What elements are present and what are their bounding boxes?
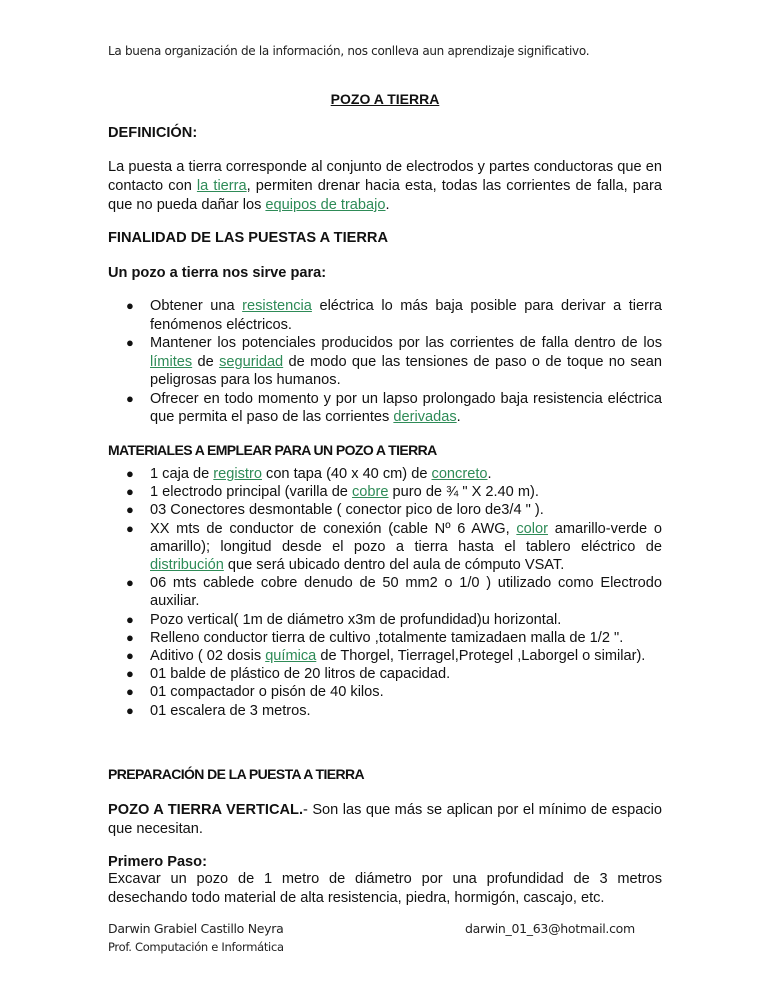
bullet-icon: ● bbox=[126, 298, 134, 313]
link-seguridad[interactable]: seguridad bbox=[219, 353, 284, 370]
bullet-icon: ● bbox=[126, 648, 134, 664]
bullet-icon: ● bbox=[126, 629, 134, 645]
list-item: ● 1 caja de registro con tapa (40 x 40 cm) de concreto. bbox=[126, 466, 492, 482]
purposes-list bbox=[108, 297, 662, 427]
bullet-icon: ● bbox=[126, 684, 134, 700]
list-item: ● Pozo vertical( 1m de diámetro x3m de profundidad)u horizontal. bbox=[126, 611, 562, 628]
bullet-icon: ● bbox=[126, 502, 134, 518]
materiales-heading: MATERIALES A EMPLEAR PARA UN POZO A TIERRA bbox=[108, 442, 437, 458]
bullet-icon: ● bbox=[126, 702, 134, 718]
definition-heading: DEFINICIÓN: bbox=[108, 125, 198, 141]
link-la-tierra[interactable]: la tierra bbox=[196, 178, 247, 194]
list-item: ● 1 electrodo principal (varilla de cobre puro de ¾ " X 2.40 m). bbox=[126, 484, 539, 501]
preparacion-heading: PREPARACIÓN DE LA PUESTA A TIERRA bbox=[108, 766, 365, 782]
list-item: ● 01 compactador o pisón de 40 kilos. bbox=[126, 684, 384, 701]
materials-list bbox=[108, 465, 662, 720]
bullet-icon: ● bbox=[126, 520, 134, 536]
bullet-icon: ● bbox=[126, 484, 134, 500]
list-item: ● Obtener una resistencia eléctrica lo más baja posible para derivar a tierra fenómenos eléctricos. bbox=[126, 298, 662, 333]
link-distribucion[interactable]: distribución bbox=[150, 557, 224, 574]
link-derivadas[interactable]: derivadas bbox=[393, 409, 457, 425]
bullet-icon: ● bbox=[126, 390, 134, 406]
definition-paragraph: La puesta a tierra corresponde al conjunto de electrodos y partes conductoras que en contacto con la tierra, permiten drenar hacia esta, todas las corrientes de falla, para que no pueda dañar los equipos de trabajo. bbox=[108, 159, 662, 213]
vertical-label: POZO A TIERRA VERTICAL. bbox=[108, 802, 303, 818]
bullet-icon: ● bbox=[126, 335, 134, 350]
link-resistencia[interactable]: resistencia bbox=[242, 298, 312, 314]
link-registro[interactable]: registro bbox=[213, 466, 262, 482]
document-page bbox=[108, 0, 662, 994]
page-header: La buena organización de la información, nos conlleva aun aprendizaje significativo. bbox=[108, 44, 590, 58]
list-item: ● 03 Conectores desmontable ( conector pico de loro de3/4 " ). bbox=[126, 502, 544, 519]
list-item: ● Aditivo ( 02 dosis química de Thorgel, Tierragel,Protegel ,Laborgel o similar). bbox=[126, 648, 646, 665]
footer-author: Darwin Grabiel Castillo Neyra bbox=[108, 921, 284, 936]
bullet-icon: ● bbox=[126, 666, 134, 682]
list-item: ● Relleno conductor tierra de cultivo ,totalmente tamizadaen malla de 1/2 ". bbox=[126, 629, 624, 646]
sirve-heading: Un pozo a tierra nos sirve para: bbox=[108, 265, 327, 281]
step1-heading: Primero Paso: bbox=[108, 854, 207, 870]
list-item: ● 01 balde de plástico de 20 litros de capacidad. bbox=[126, 666, 451, 683]
finalidad-heading: FINALIDAD DE LAS PUESTAS A TIERRA bbox=[108, 230, 388, 246]
link-quimica[interactable]: química bbox=[265, 648, 317, 665]
footer-role: Prof. Computación e Informática bbox=[108, 940, 284, 954]
link-limites[interactable]: límites bbox=[150, 353, 193, 370]
bullet-icon: ● bbox=[126, 466, 134, 481]
list-item: ● 06 mts cablede cobre denudo de 50 mm2 o 1/0 ) utilizado como Electrodo auxiliar. bbox=[126, 575, 662, 610]
bullet-icon: ● bbox=[126, 575, 134, 591]
document-title: POZO A TIERRA bbox=[330, 91, 440, 107]
link-cobre[interactable]: cobre bbox=[351, 484, 389, 501]
footer-email: darwin_01_63@hotmail.com bbox=[465, 921, 635, 936]
link-concreto[interactable]: concreto bbox=[431, 466, 488, 482]
link-equipos-de-trabajo[interactable]: equipos de trabajo bbox=[265, 197, 386, 213]
list-item: ● Mantener los potenciales producidos por las corrientes de falla dentro de los límites de seguridad de modo que las tensiones de paso o de toque no sean peligrosas para los humanos. bbox=[126, 335, 663, 388]
list-item: ● XX mts de conductor de conexión (cable Nº 6 AWG, color amarillo-verde o amarillo); longitud desde el pozo a tierra hasta el tablero eléctrico de distribución que será ubicado dentro del aula de cómputo VSAT. bbox=[126, 520, 662, 574]
bullet-icon: ● bbox=[126, 611, 134, 627]
list-item: ● Ofrecer en todo momento y por un lapso prolongado baja resistencia eléctrica que permita el paso de las corrientes derivadas. bbox=[126, 390, 662, 425]
vertical-paragraph: POZO A TIERRA VERTICAL.- Son las que más se aplican por el mínimo de espacio que necesitan. bbox=[108, 802, 662, 837]
link-color[interactable]: color bbox=[516, 520, 548, 537]
step1-paragraph: Excavar un pozo de 1 metro de diámetro por una profundidad de 3 metros desechando todo material de alta resistencia, piedra, hormigón, cascajo, etc. bbox=[108, 871, 662, 906]
list-item: ● 01 escalera de 3 metros. bbox=[126, 702, 311, 719]
